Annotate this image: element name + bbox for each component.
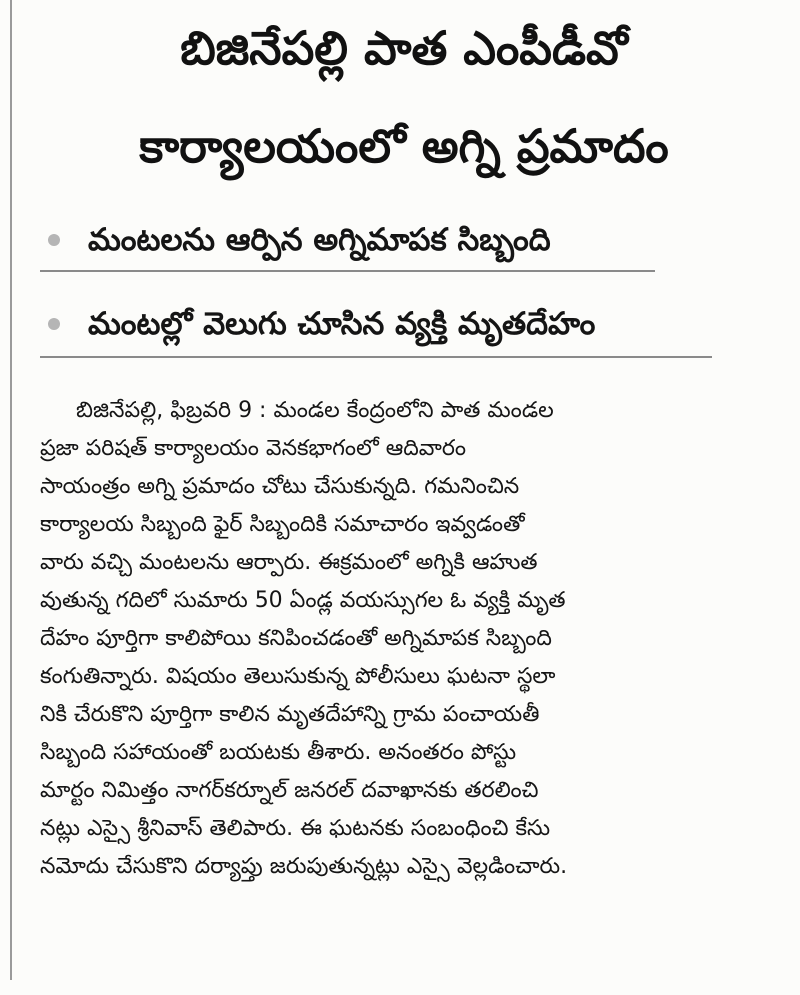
article-body	[40, 392, 740, 886]
bullet-icon	[48, 234, 60, 246]
subhead-text: మంటలను ఆర్పిన అగ్నిమాపక సిబ్బంది	[88, 222, 551, 258]
column-rule	[10, 0, 12, 980]
subhead-text: మంటల్లో వెలుగు చూసిన వ్యక్తి మృతదేహం	[88, 306, 596, 342]
headline-line-1: బిజినేపల్లి పాత ఎంపీడీవో	[180, 21, 628, 75]
subhead-divider	[40, 356, 712, 358]
body-line: సాయంత్రం అగ్ని ప్రమాదం చోటు చేసుకున్నది. గమనించిన	[40, 474, 520, 499]
body-line: వారు వచ్చి మంటలను ఆర్పారు. ఈక్రమంలో అగ్నికి ఆహుత	[40, 550, 538, 575]
body-line: నికి చేరుకొని పూర్తిగా కాలిన మృతదేహాన్ని గ్రామ పంచాయతీ	[40, 702, 540, 727]
bullet-icon	[48, 318, 60, 330]
subhead-divider	[40, 270, 655, 272]
body-line: బిజినేపల్లి, ఫిబ్రవరి 9 : మండల కేంద్రంలోని పాత మండల	[76, 398, 554, 423]
body-line: నమోదు చేసుకొని దర్యాప్తు జరుపుతున్నట్లు ఎస్సై వెల్లడించారు.	[40, 854, 568, 879]
body-line: ప్రజా పరిషత్ కార్యాలయం వెనకభాగంలో ఆదివారం	[40, 436, 467, 461]
headline-line-2: కార్యాలయంలో అగ్ని ప్రమాదం	[139, 119, 669, 173]
subhead-2	[40, 296, 712, 352]
subhead-1	[40, 212, 655, 268]
body-line: సిబ్బంది సహాయంతో బయటకు తీశారు. అనంతరం పోస్టు	[40, 740, 517, 765]
body-line: వుతున్న గదిలో సుమారు 50 ఏండ్ల వయస్సుగల ఓ వ్యక్తి మృత	[40, 588, 566, 613]
body-line: నట్లు ఎస్సై శ్రీనివాస్ తెలిపారు. ఈ ఘటనకు సంబంధించి కేసు	[40, 816, 551, 841]
body-line: కంగుతిన్నారు. విషయం తెలుసుకున్న పోలీసులు ఘటనా స్థలా	[40, 664, 556, 689]
body-line: దేహం పూర్తిగా కాలిపోయి కనిపించడంతో అగ్నిమాపక సిబ్బంది	[40, 626, 552, 651]
body-line: కార్యాలయ సిబ్బంది ఫైర్ సిబ్బందికి సమాచారం ఇవ్వడంతో	[40, 512, 525, 537]
body-line: మార్టం నిమిత్తం నాగర్‌కర్నూల్ జనరల్ దవాఖానకు తరలించి	[40, 778, 539, 803]
